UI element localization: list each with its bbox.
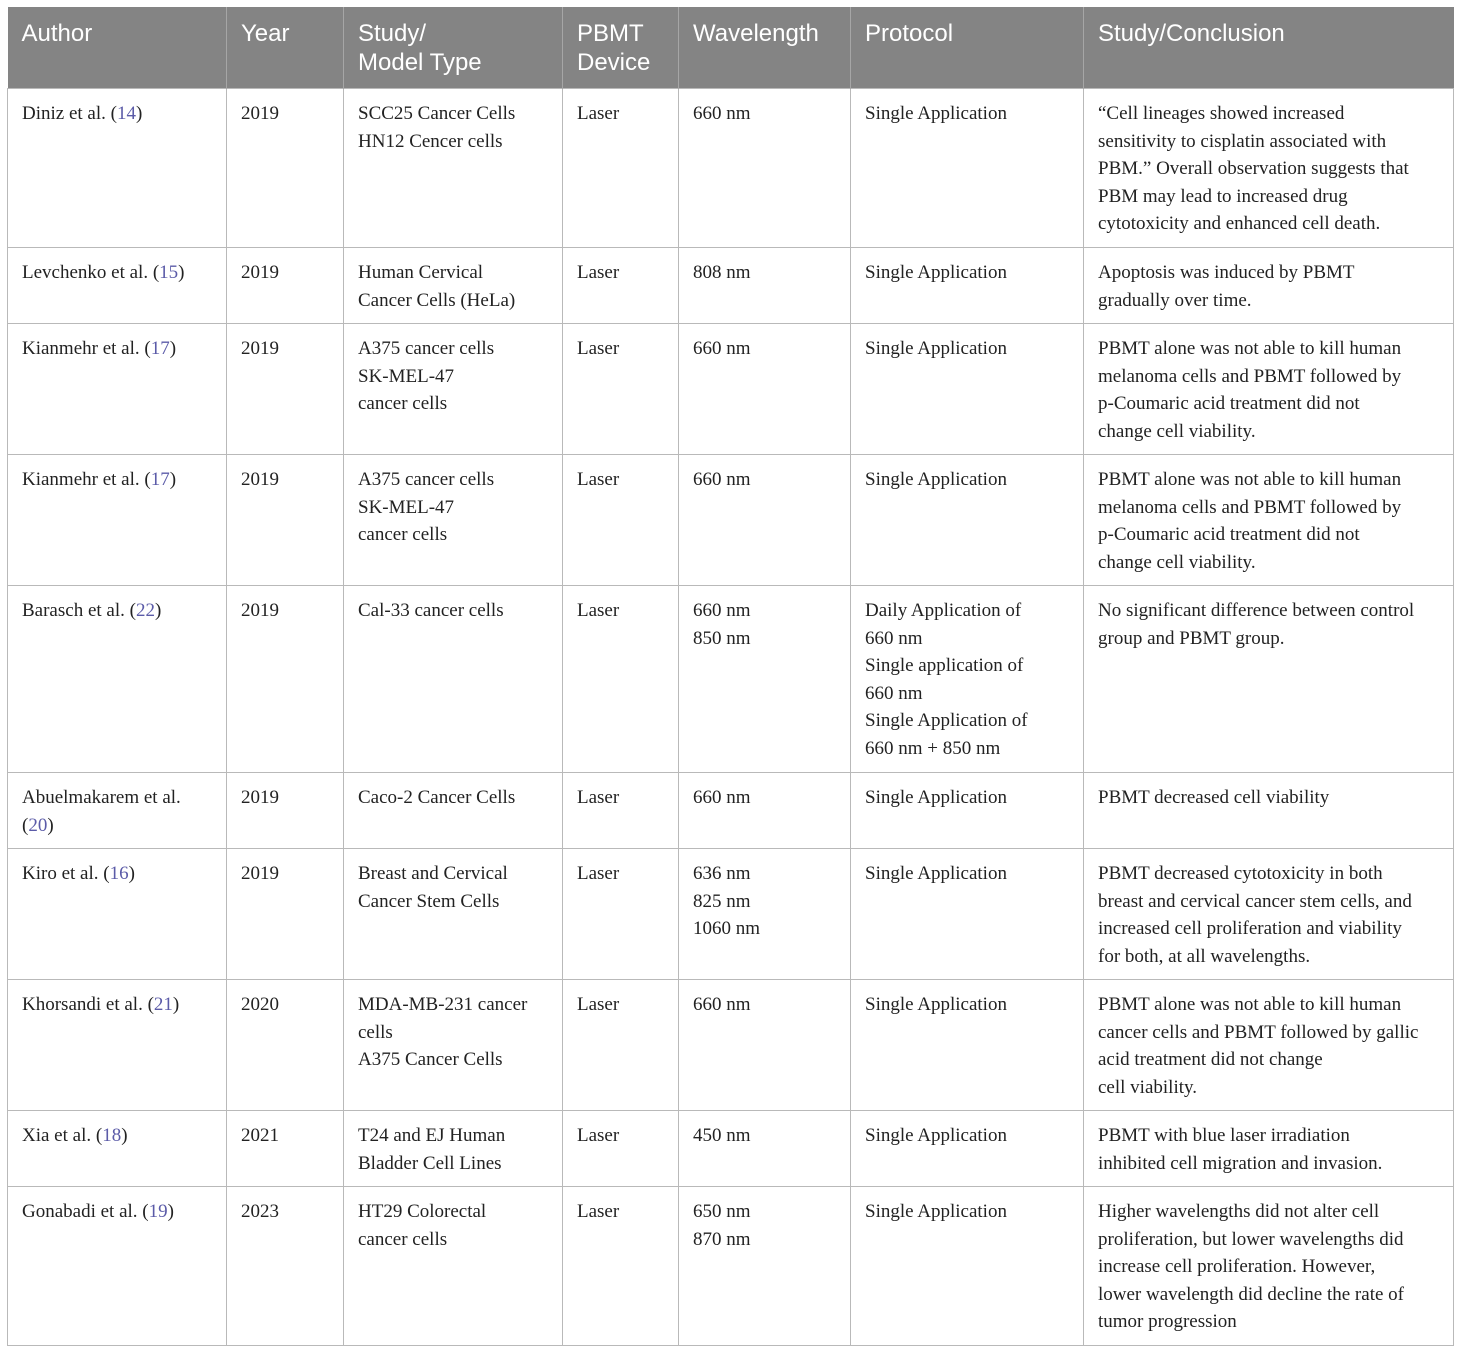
cell-conclusion: No significant difference between control group and PBMT group. bbox=[1084, 586, 1454, 773]
cell-author: Diniz et al. (14) bbox=[8, 89, 227, 248]
cell-year: 2019 bbox=[227, 248, 344, 324]
cell-year: 2019 bbox=[227, 324, 344, 455]
cell-model-type: SCC25 Cancer Cells HN12 Cencer cells bbox=[344, 89, 563, 248]
author-name: Khorsandi et al. bbox=[22, 994, 143, 1015]
cell-device: Laser bbox=[563, 455, 679, 586]
author-name: Abuelmakarem et al. bbox=[22, 787, 181, 808]
header-row bbox=[8, 7, 1454, 89]
table-row bbox=[8, 773, 1454, 849]
header-conclusion: Study/Conclusion bbox=[1084, 7, 1454, 89]
reference-link[interactable]: 19 bbox=[148, 1201, 168, 1222]
cell-conclusion: PBMT alone was not able to kill human melanoma cells and PBMT followed by p-Coumaric acid treatment did not change cell viability. bbox=[1084, 324, 1454, 455]
cell-device: Laser bbox=[563, 89, 679, 248]
cell-protocol: Daily Application of 660 nm Single application of 660 nm Single Application of 660 nm + 850 nm bbox=[851, 586, 1084, 773]
cell-protocol: Single Application bbox=[851, 1111, 1084, 1187]
author-name: Kiro et al. bbox=[22, 863, 99, 884]
reference-link[interactable]: 18 bbox=[102, 1125, 122, 1146]
header-year: Year bbox=[227, 7, 344, 89]
cell-author: Xia et al. (18) bbox=[8, 1111, 227, 1187]
cell-model-type: MDA-MB-231 cancer cells A375 Cancer Cells bbox=[344, 980, 563, 1111]
cell-model-type: Caco-2 Cancer Cells bbox=[344, 773, 563, 849]
author-name: Kianmehr et al. bbox=[22, 469, 140, 490]
cell-conclusion: Higher wavelengths did not alter cell proliferation, but lower wavelengths did increase cell proliferation. However, lower wavelength did decline the rate of tumor progression bbox=[1084, 1187, 1454, 1346]
table-row bbox=[8, 248, 1454, 324]
author-name: Levchenko et al. bbox=[22, 262, 149, 283]
table-header bbox=[8, 7, 1454, 89]
cell-year: 2020 bbox=[227, 980, 344, 1111]
author-name: Barasch et al. bbox=[22, 600, 125, 621]
cell-author: Barasch et al. (22) bbox=[8, 586, 227, 773]
author-name: Kianmehr et al. bbox=[22, 338, 140, 359]
table-row bbox=[8, 455, 1454, 586]
cell-wavelength: 660 nm bbox=[679, 773, 851, 849]
cell-model-type: Human Cervical Cancer Cells (HeLa) bbox=[344, 248, 563, 324]
cell-conclusion: PBMT decreased cell viability bbox=[1084, 773, 1454, 849]
cell-wavelength: 808 nm bbox=[679, 248, 851, 324]
cell-model-type: T24 and EJ Human Bladder Cell Lines bbox=[344, 1111, 563, 1187]
header-device: PBMT Device bbox=[563, 7, 679, 89]
cell-model-type: HT29 Colorectal cancer cells bbox=[344, 1187, 563, 1346]
cell-author: Gonabadi et al. (19) bbox=[8, 1187, 227, 1346]
cell-protocol: Single Application bbox=[851, 773, 1084, 849]
cell-conclusion: Apoptosis was induced by PBMT gradually over time. bbox=[1084, 248, 1454, 324]
table-row bbox=[8, 980, 1454, 1111]
header-protocol: Protocol bbox=[851, 7, 1084, 89]
table-row bbox=[8, 1111, 1454, 1187]
cell-author: Kiro et al. (16) bbox=[8, 849, 227, 980]
table-row bbox=[8, 324, 1454, 455]
cell-device: Laser bbox=[563, 773, 679, 849]
cell-conclusion: PBMT with blue laser irradiation inhibited cell migration and invasion. bbox=[1084, 1111, 1454, 1187]
cell-year: 2019 bbox=[227, 586, 344, 773]
cell-wavelength: 660 nm bbox=[679, 324, 851, 455]
cell-wavelength: 660 nm bbox=[679, 980, 851, 1111]
cell-device: Laser bbox=[563, 1187, 679, 1346]
cell-protocol: Single Application bbox=[851, 248, 1084, 324]
cell-device: Laser bbox=[563, 980, 679, 1111]
cell-wavelength: 450 nm bbox=[679, 1111, 851, 1187]
table-row bbox=[8, 849, 1454, 980]
cell-model-type: Breast and Cervical Cancer Stem Cells bbox=[344, 849, 563, 980]
cell-model-type: A375 cancer cells SK-MEL-47 cancer cells bbox=[344, 455, 563, 586]
cell-device: Laser bbox=[563, 586, 679, 773]
cell-conclusion: “Cell lineages showed increased sensitivity to cisplatin associated with PBM.” Overall observation suggests that PBM may lead to increased drug cytotoxicity and enhanced cell death. bbox=[1084, 89, 1454, 248]
cell-protocol: Single Application bbox=[851, 324, 1084, 455]
cell-year: 2019 bbox=[227, 455, 344, 586]
cell-device: Laser bbox=[563, 1111, 679, 1187]
cell-author: Levchenko et al. (15) bbox=[8, 248, 227, 324]
table-row bbox=[8, 586, 1454, 773]
table-row bbox=[8, 89, 1454, 248]
author-name: Diniz et al. bbox=[22, 103, 106, 124]
cell-year: 2019 bbox=[227, 89, 344, 248]
cell-year: 2021 bbox=[227, 1111, 344, 1187]
reference-link[interactable]: 21 bbox=[153, 994, 173, 1015]
studies-table bbox=[7, 7, 1454, 1346]
cell-protocol: Single Application bbox=[851, 455, 1084, 586]
reference-link[interactable]: 17 bbox=[150, 469, 170, 490]
cell-wavelength: 650 nm 870 nm bbox=[679, 1187, 851, 1346]
cell-device: Laser bbox=[563, 849, 679, 980]
cell-device: Laser bbox=[563, 324, 679, 455]
cell-conclusion: PBMT alone was not able to kill human melanoma cells and PBMT followed by p-Coumaric acid treatment did not change cell viability. bbox=[1084, 455, 1454, 586]
reference-link[interactable]: 22 bbox=[135, 600, 155, 621]
table-body bbox=[8, 89, 1454, 1346]
cell-wavelength: 636 nm 825 nm 1060 nm bbox=[679, 849, 851, 980]
cell-year: 2019 bbox=[227, 849, 344, 980]
cell-conclusion: PBMT alone was not able to kill human cancer cells and PBMT followed by gallic acid treatment did not change cell viability. bbox=[1084, 980, 1454, 1111]
cell-conclusion: PBMT decreased cytotoxicity in both breast and cervical cancer stem cells, and increased cell proliferation and viability for both, at all wavelengths. bbox=[1084, 849, 1454, 980]
cell-protocol: Single Application bbox=[851, 980, 1084, 1111]
author-name: Xia et al. bbox=[22, 1125, 92, 1146]
author-name: Gonabadi et al. bbox=[22, 1201, 138, 1222]
cell-protocol: Single Application bbox=[851, 89, 1084, 248]
cell-device: Laser bbox=[563, 248, 679, 324]
reference-link[interactable]: 17 bbox=[150, 338, 170, 359]
header-author: Author bbox=[8, 7, 227, 89]
reference-link[interactable]: 15 bbox=[159, 262, 179, 283]
reference-link[interactable]: 16 bbox=[109, 863, 129, 884]
reference-link[interactable]: 14 bbox=[116, 103, 136, 124]
cell-model-type: A375 cancer cells SK-MEL-47 cancer cells bbox=[344, 324, 563, 455]
cell-year: 2023 bbox=[227, 1187, 344, 1346]
reference-link[interactable]: 20 bbox=[28, 814, 48, 836]
cell-wavelength: 660 nm bbox=[679, 89, 851, 248]
cell-author: Abuelmakarem et al. (20) bbox=[8, 773, 227, 849]
cell-year: 2019 bbox=[227, 773, 344, 849]
cell-author: Kianmehr et al. (17) bbox=[8, 324, 227, 455]
cell-protocol: Single Application bbox=[851, 1187, 1084, 1346]
cell-author: Khorsandi et al. (21) bbox=[8, 980, 227, 1111]
table-row bbox=[8, 1187, 1454, 1346]
cell-wavelength: 660 nm bbox=[679, 455, 851, 586]
cell-wavelength: 660 nm 850 nm bbox=[679, 586, 851, 773]
cell-protocol: Single Application bbox=[851, 849, 1084, 980]
cell-model-type: Cal-33 cancer cells bbox=[344, 586, 563, 773]
header-wavelength: Wavelength bbox=[679, 7, 851, 89]
cell-author: Kianmehr et al. (17) bbox=[8, 455, 227, 586]
header-model-type: Study/ Model Type bbox=[344, 7, 563, 89]
